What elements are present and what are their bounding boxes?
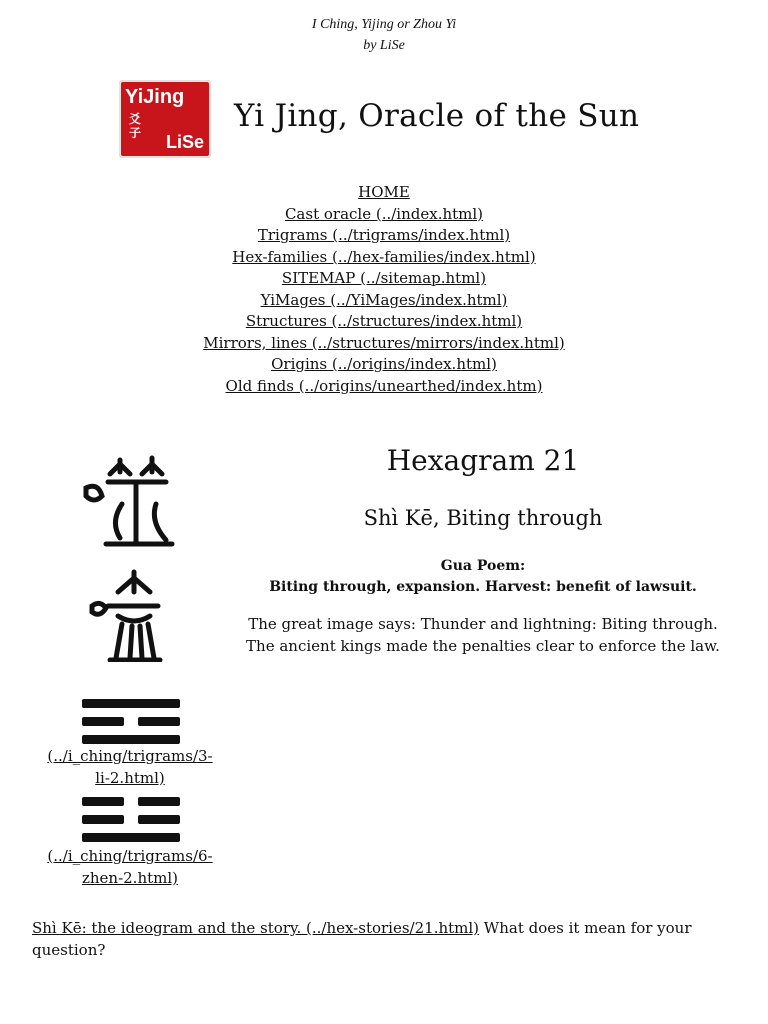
hexagram-subtitle: Shì Kē, Biting through — [363, 506, 603, 530]
header-line-1: I Ching, Yijing or Zhou Yi — [311, 17, 457, 32]
logo-top-text: YiJing — [125, 86, 185, 108]
ancient-ideogram-bronze-icon — [80, 452, 176, 548]
upper-trigram-li-icon — [82, 699, 180, 745]
lower-trigram-link[interactable] — [30, 845, 230, 889]
gua-poem-heading: Gua Poem: — [440, 558, 526, 574]
upper-trigram-link-line2: li-2.html) — [95, 769, 165, 787]
main-nav — [0, 182, 768, 397]
header-line-2: by LiSe — [363, 38, 405, 53]
upper-trigram-link-line1: (../i_ching/trigrams/3- — [47, 747, 213, 765]
nav-link-structures[interactable]: Structures (../structures/index.html) — [245, 312, 523, 330]
site-logo[interactable] — [119, 80, 211, 158]
logo-bottom-text: LiSe — [165, 132, 204, 152]
gua-poem-text: Biting through, expansion. Harvest: benefit of lawsuit. — [269, 579, 697, 595]
nav-link-sitemap[interactable]: SITEMAP (../sitemap.html) — [281, 269, 487, 287]
nav-link-hex-families[interactable]: Hex-families (../hex-families/index.html) — [232, 247, 536, 266]
lower-trigram-link-line1: (../i_ching/trigrams/6- — [47, 847, 213, 865]
nav-link-trigrams[interactable]: Trigrams (../trigrams/index.html) — [257, 226, 511, 244]
nav-link-old-finds[interactable]: Old finds (../origins/unearthed/index.htm) — [225, 376, 543, 395]
upper-trigram-link[interactable] — [30, 745, 230, 789]
site-title: Yi Jing, Oracle of the Sun — [234, 98, 640, 134]
hexagram-title: Hexagram 21 — [386, 444, 580, 477]
great-image-line-2: The ancient kings made the penalties clear to enforce the law. — [246, 637, 720, 655]
nav-link-home[interactable]: HOME — [358, 183, 410, 201]
lower-trigram-zhen-icon — [82, 797, 180, 843]
page-header — [0, 14, 768, 56]
gua-poem — [200, 556, 766, 598]
great-image-line-1: The great image says: Thunder and lightning: Biting through. — [248, 615, 718, 633]
nav-link-cast-oracle[interactable]: Cast oracle (../index.html) — [284, 204, 484, 223]
nav-link-yimages[interactable]: YiMages (../YiMages/index.html) — [260, 290, 508, 309]
nav-link-origins[interactable]: Origins (../origins/index.html) — [271, 355, 497, 373]
hex-story-link[interactable]: Shì Kē: the ideogram and the story. (../hex-stories/21.html) — [32, 919, 480, 937]
nav-link-mirrors[interactable]: Mirrors, lines (../structures/mirrors/index.html) — [203, 333, 565, 352]
footer-paragraph — [32, 917, 732, 961]
logo-glyph: 爻 子 — [129, 112, 142, 140]
great-image-text — [200, 613, 766, 657]
ancient-ideogram-seal-icon — [88, 566, 164, 662]
lower-trigram-link-line2: zhen-2.html) — [81, 869, 179, 887]
footer-question-text: What does it mean for your question? — [32, 919, 692, 959]
